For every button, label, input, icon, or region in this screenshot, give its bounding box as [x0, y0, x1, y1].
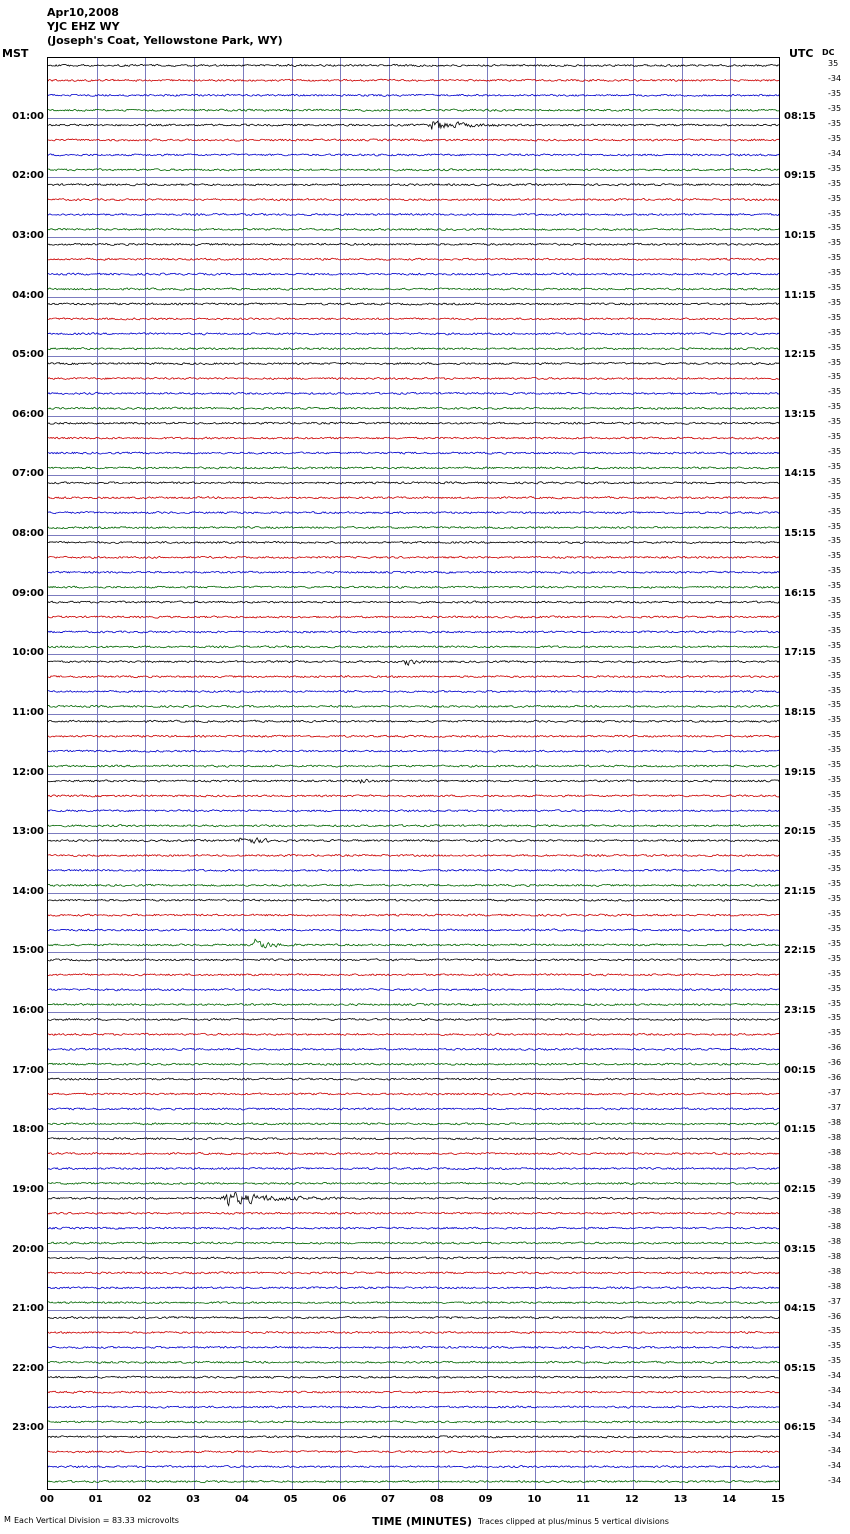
left-time-label: 14:00 — [12, 885, 44, 897]
right-time-label: 17:15 — [784, 647, 816, 659]
dc-value: -35 — [828, 491, 842, 501]
left-time-label: 23:00 — [12, 1422, 44, 1434]
scale-note: Each Vertical Division = 83.33 microvolts — [14, 1516, 179, 1525]
right-time-label: 06:15 — [784, 1422, 816, 1434]
dc-value: -35 — [828, 774, 842, 784]
clip-note: Traces clipped at plus/minus 5 vertical divisions — [478, 1517, 669, 1526]
dc-value: -35 — [828, 581, 842, 591]
right-time-label: 22:15 — [784, 945, 816, 957]
dc-value: -35 — [828, 1356, 842, 1366]
right-time-label: 14:15 — [784, 468, 816, 480]
right-time-label: 20:15 — [784, 826, 816, 838]
dc-value: -37 — [828, 1087, 842, 1097]
dc-value: -35 — [828, 223, 842, 233]
dc-value: -35 — [828, 357, 842, 367]
dc-value: -35 — [828, 208, 842, 218]
x-tick-label: 07 — [381, 1494, 396, 1505]
dc-value: -35 — [828, 655, 842, 665]
dc-value: -35 — [828, 551, 842, 561]
right-time-label: 16:15 — [784, 587, 816, 599]
left-time-label: 05:00 — [12, 349, 44, 361]
seismogram-plot — [47, 57, 780, 1490]
dc-value: -35 — [828, 133, 842, 143]
right-time-label: 12:15 — [784, 349, 816, 361]
dc-value: -35 — [828, 596, 842, 606]
dc-value: -38 — [828, 1266, 842, 1276]
dc-value: -35 — [828, 745, 842, 755]
dc-value: -35 — [828, 819, 842, 829]
dc-value: -38 — [828, 1162, 842, 1172]
dc-value: -38 — [828, 1117, 842, 1127]
dc-value: -35 — [828, 312, 842, 322]
dc-value: -35 — [828, 238, 842, 248]
dc-value: -38 — [828, 1222, 842, 1232]
dc-value: -34 — [828, 148, 842, 158]
left-time-label: 12:00 — [12, 766, 44, 778]
dc-value: -35 — [828, 998, 842, 1008]
scale-marker: M — [4, 1515, 11, 1524]
right-time-label: 03:15 — [784, 1243, 816, 1255]
dc-value: -35 — [828, 983, 842, 993]
header-station: YJC EHZ WY — [47, 20, 120, 33]
left-time-label: 08:00 — [12, 528, 44, 539]
right-time-label: 00:15 — [784, 1064, 816, 1076]
right-time-label: 15:15 — [784, 528, 816, 539]
dc-value: -35 — [828, 640, 842, 650]
dc-value: -39 — [828, 1192, 842, 1202]
dc-value: -35 — [828, 253, 842, 263]
dc-value: -38 — [828, 1237, 842, 1247]
left-time-label: 07:00 — [12, 468, 44, 480]
header-date: Apr10,2008 — [47, 6, 119, 19]
dc-value: -35 — [828, 536, 842, 546]
dc-value: -35 — [828, 327, 842, 337]
dc-value: -35 — [828, 193, 842, 203]
right-time-label: 23:15 — [784, 1005, 816, 1016]
dc-value: -35 — [828, 89, 842, 99]
dc-value: -35 — [828, 104, 842, 114]
x-tick-label: 08 — [429, 1494, 444, 1505]
left-time-label: 21:00 — [12, 1303, 44, 1315]
dc-value: -36 — [828, 1043, 842, 1053]
dc-value: -35 — [828, 909, 842, 919]
dc-value: -36 — [828, 1073, 842, 1083]
header-location: (Joseph's Coat, Yellowstone Park, WY) — [47, 34, 283, 47]
dc-value: -35 — [828, 1326, 842, 1336]
dc-value: -35 — [828, 283, 842, 293]
left-time-label: 10:00 — [12, 647, 44, 659]
dc-value: -34 — [828, 1475, 842, 1485]
dc-value: -35 — [828, 685, 842, 695]
x-tick-label: 14 — [722, 1494, 737, 1505]
x-tick-label: 12 — [624, 1494, 639, 1505]
dc-value: -35 — [828, 730, 842, 740]
right-time-label: 04:15 — [784, 1303, 816, 1315]
dc-value: -37 — [828, 1296, 842, 1306]
dc-value: -35 — [828, 834, 842, 844]
dc-value: -35 — [828, 1028, 842, 1038]
dc-value: -38 — [828, 1207, 842, 1217]
dc-value: -35 — [828, 924, 842, 934]
x-tick-label: 06 — [332, 1494, 347, 1505]
dc-column-label: DC — [822, 48, 835, 57]
left-time-label: 16:00 — [12, 1005, 44, 1016]
dc-value: -35 — [828, 342, 842, 352]
dc-value: -36 — [828, 1058, 842, 1068]
x-tick-label: 11 — [576, 1494, 591, 1505]
left-time-label: 13:00 — [12, 826, 44, 838]
dc-value: -37 — [828, 1102, 842, 1112]
right-time-label: 19:15 — [784, 766, 816, 778]
dc-value: -35 — [828, 178, 842, 188]
dc-value: -35 — [828, 849, 842, 859]
dc-value: -35 — [828, 715, 842, 725]
dc-value: -35 — [828, 297, 842, 307]
dc-value: -38 — [828, 1251, 842, 1261]
dc-value: -36 — [828, 1311, 842, 1321]
dc-value: -35 — [828, 268, 842, 278]
dc-value: -35 — [828, 163, 842, 173]
dc-value: -35 — [828, 670, 842, 680]
right-time-label: 11:15 — [784, 289, 816, 301]
dc-value: -34 — [828, 1430, 842, 1440]
left-time-label: 09:00 — [12, 587, 44, 599]
dc-value: -35 — [828, 521, 842, 531]
right-time-label: 21:15 — [784, 885, 816, 897]
x-tick-label: 10 — [527, 1494, 542, 1505]
left-time-label: 15:00 — [12, 945, 44, 957]
dc-value: -34 — [828, 1445, 842, 1455]
x-tick-label: 02 — [137, 1494, 152, 1505]
dc-value: -35 — [828, 476, 842, 486]
right-time-label: 01:15 — [784, 1124, 816, 1136]
left-time-label: 11:00 — [12, 706, 44, 718]
left-time-label: 03:00 — [12, 229, 44, 241]
dc-value: -38 — [828, 1281, 842, 1291]
dc-value: -35 — [828, 938, 842, 948]
right-time-label: 18:15 — [784, 706, 816, 718]
dc-value: -35 — [828, 894, 842, 904]
dc-value: -34 — [828, 1415, 842, 1425]
right-time-label: 05:15 — [784, 1362, 816, 1374]
dc-value: -35 — [828, 506, 842, 516]
dc-value: -35 — [828, 700, 842, 710]
dc-value: -35 — [828, 879, 842, 889]
dc-value: -35 — [828, 953, 842, 963]
left-time-label: 04:00 — [12, 289, 44, 301]
dc-value: -35 — [828, 387, 842, 397]
x-tick-label: 03 — [186, 1494, 201, 1505]
dc-value: -35 — [828, 760, 842, 770]
left-time-label: 02:00 — [12, 170, 44, 182]
left-time-label: 01:00 — [12, 110, 44, 122]
x-tick-label: 01 — [88, 1494, 103, 1505]
left-axis-label: MST — [2, 47, 29, 60]
dc-value: -35 — [828, 1341, 842, 1351]
dc-value: -39 — [828, 1177, 842, 1187]
dc-value: -34 — [828, 74, 842, 84]
dc-value: -35 — [828, 566, 842, 576]
dc-value: -35 — [828, 119, 842, 129]
dc-value: -35 — [828, 968, 842, 978]
left-time-label: 06:00 — [12, 408, 44, 420]
left-time-label: 22:00 — [12, 1362, 44, 1374]
x-axis-title: TIME (MINUTES) — [372, 1515, 473, 1528]
left-time-label: 20:00 — [12, 1243, 44, 1255]
x-tick-label: 09 — [478, 1494, 493, 1505]
left-time-label: 19:00 — [12, 1183, 44, 1195]
left-time-label: 17:00 — [12, 1064, 44, 1076]
dc-value: -35 — [828, 625, 842, 635]
dc-value: -38 — [828, 1147, 842, 1157]
dc-value: -35 — [828, 789, 842, 799]
dc-value: -35 — [828, 447, 842, 457]
x-tick-label: 05 — [283, 1494, 298, 1505]
dc-value: -35 — [828, 372, 842, 382]
dc-value: 35 — [828, 59, 839, 69]
left-time-label: 18:00 — [12, 1124, 44, 1136]
dc-value: -35 — [828, 804, 842, 814]
dc-value: -35 — [828, 461, 842, 471]
x-tick-label: 15 — [771, 1494, 785, 1505]
dc-value: -34 — [828, 1460, 842, 1470]
x-tick-label: 04 — [234, 1494, 249, 1505]
dc-value: -35 — [828, 610, 842, 620]
right-time-label: 08:15 — [784, 110, 816, 122]
right-time-label: 10:15 — [784, 229, 816, 241]
dc-value: -35 — [828, 1013, 842, 1023]
dc-value: -35 — [828, 864, 842, 874]
right-time-label: 02:15 — [784, 1183, 816, 1195]
dc-value: -35 — [828, 402, 842, 412]
dc-value: -34 — [828, 1386, 842, 1396]
dc-value: -34 — [828, 1401, 842, 1411]
x-tick-label: 00 — [40, 1494, 54, 1505]
dc-value: -38 — [828, 1132, 842, 1142]
dc-value: -35 — [828, 417, 842, 427]
x-tick-label: 13 — [673, 1494, 688, 1505]
dc-value: -34 — [828, 1371, 842, 1381]
dc-value: -35 — [828, 432, 842, 442]
right-time-label: 09:15 — [784, 170, 816, 182]
right-time-label: 13:15 — [784, 408, 816, 420]
right-axis-label: UTC — [789, 47, 814, 60]
